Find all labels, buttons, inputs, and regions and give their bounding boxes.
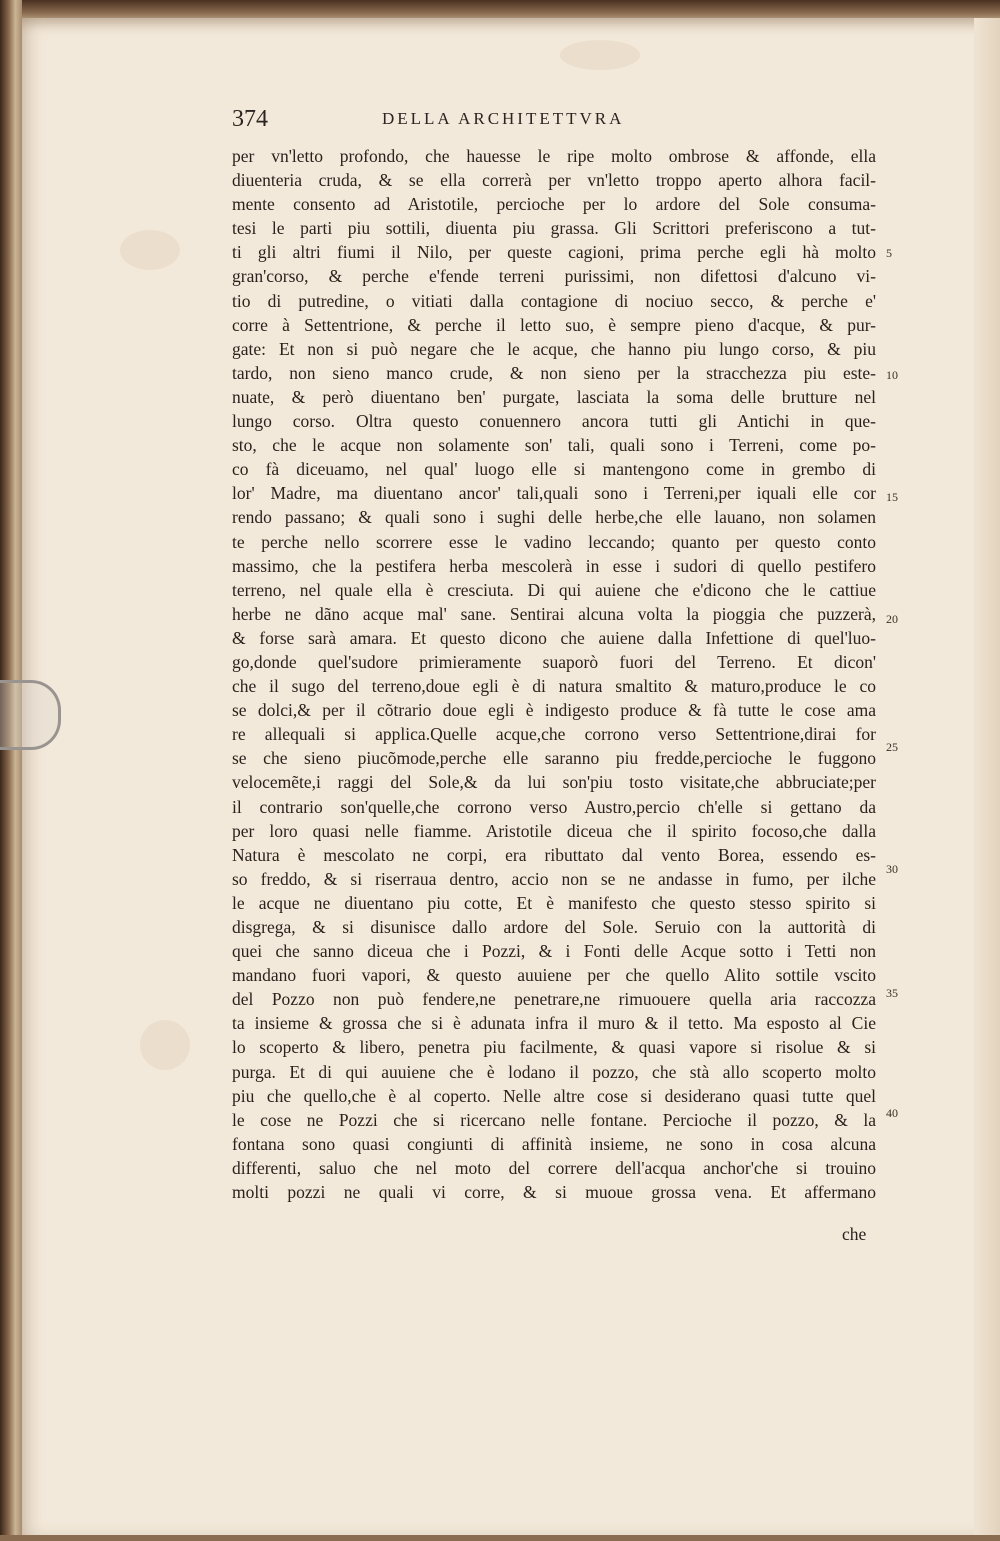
text-line: il contrario son'quelle,che corrono verso Austro,percio ch'elle si gettano da <box>232 796 876 817</box>
text-line: ta insieme & grossa che si è adunata infra il muro & il tetto. Ma esposto al Cie <box>232 1013 876 1034</box>
line-number-marker: 15 <box>886 490 898 504</box>
text-line: & forse sarà amara. Et questo dicono che auiene dalla Infettione di quel'luo- <box>232 627 876 648</box>
text-line: nuate, & però diuentano ben' purgate, lasciata la soma delle brutture nel <box>232 386 876 407</box>
text-line: corre à Settentrione, & perche il letto suo, è sempre pieno d'acque, & pur- <box>232 314 876 335</box>
text-line: diuenteria cruda, & se ella correrà per vn'letto troppo aperto alhora facil- <box>232 170 876 191</box>
running-title: DELLA ARCHITETTVRA <box>382 109 625 128</box>
text-line: se dolci,& per il cõtrario doue egli è indigesto produce & fà tutte le cose ama <box>232 700 876 721</box>
paper-stain <box>560 40 640 70</box>
text-line: disgrega, & si disunisce dallo ardore del Sole. Seruio con la auttorità di <box>232 917 876 937</box>
page-header <box>232 102 882 136</box>
text-line: per loro quasi nelle fiamme. Aristotile diceua che il spirito focoso,che dalla <box>232 820 876 841</box>
line-number-marker: 25 <box>886 740 898 754</box>
paper-stain <box>120 230 180 270</box>
text-line: tio di putredine, o vitiati dalla contagione di nociuo secco, & perche e' <box>232 290 876 311</box>
text-line: gate: Et non si può negare che le acque, che hanno piu lungo corso, & piu <box>232 338 876 359</box>
text-line: mente consento ad Aristotile, percioche per lo ardore del Sole consuma- <box>232 194 876 215</box>
body-text <box>232 144 876 1204</box>
text-line: molti pozzi ne quali vi corre, & si muoue grossa vena. Et affermano <box>232 1182 876 1203</box>
text-line: so freddo, & si riserraua dentro, accio non se ne andasse in fumo, per ilche <box>232 868 876 889</box>
text-line: le acque ne diuentano piu cotte, Et è manifesto che questo stesso spirito si <box>232 892 876 913</box>
book-bottom-edge <box>0 1535 1000 1541</box>
text-line: te perche nello scorrere esse le vadino leccando; quanto per questo conto <box>232 531 876 552</box>
text-line: gran'corso, & perche e'fende terreni purissimi, non difettosi d'alcuno vi- <box>232 266 876 287</box>
text-line: Natura è mescolato ne corpi, era ributtato dal vento Borea, essendo es- <box>232 844 876 865</box>
catchword: che <box>842 1224 867 1244</box>
text-line: piu che quello,che è al coperto. Nelle altre cose si desiderano quasi tutte quel <box>232 1085 876 1106</box>
text-line: mandano fuori vapori, & questo auuiene per che quello Alito sottile vscito <box>232 965 876 986</box>
text-line: quei che sanno diceua che i Pozzi, & i Fonti delle Acque sotto i Tetti non <box>232 941 876 962</box>
page-number: 374 <box>232 106 268 132</box>
text-line: massimo, che la pestifera herba mescolerà in esse i sudori di quello pestifero <box>232 555 876 576</box>
text-line: lungo corso. Oltra questo conuennero ancora tutti gli Antichi in que- <box>232 411 876 432</box>
text-line: che il sugo del terreno,doue egli è di natura smaltito & maturo,produce le co <box>232 676 876 697</box>
text-line: lor' Madre, ma diuentano ancor' tali,quali sono i Terreni,per iquali elle cor <box>232 483 876 504</box>
book-binding-edge <box>0 0 22 1541</box>
text-line: rendo passano; & quali sono i sughi delle herbe,che elle lauano, non solamen <box>232 507 876 528</box>
text-line: del Pozzo non può fendere,ne penetrare,ne rimuouere quella aria raccozza <box>232 989 876 1010</box>
text-line: le cose ne Pozzi che si ricercano nelle fontane. Percioche il pozzo, & la <box>232 1109 876 1130</box>
text-line: sto, che le acque non solamente son' tali, quali sono i Terreni, come po- <box>232 435 876 456</box>
text-line: per vn'letto profondo, che hauesse le ripe molto ombrose & affonde, ella <box>232 146 876 166</box>
text-line: lo scoperto & libero, penetra piu facilmente, & quasi vapore si risolue & si <box>232 1037 876 1058</box>
text-line: differenti, saluo che nel moto del correre dell'acqua anchor'che si trouino <box>232 1157 876 1178</box>
text-line: velocemẽte,i raggi del Sole,& da lui son'piu tosto visitate,che abbruciate;per <box>232 772 876 793</box>
paper-stain <box>140 1020 190 1070</box>
text-line: go,donde quel'sudore primieramente suaporò fuori del Terreno. Et dicon' <box>232 651 876 672</box>
text-line: ti gli altri fiumi il Nilo, per queste cagioni, prima perche egli hà molto <box>232 242 876 263</box>
text-line: co fà diceuamo, nel qual' luogo elle si mantengono come in grembo di <box>232 459 876 480</box>
text-line: se che sieno piucõmode,perche elle saranno piu fredde,percioche le fuggono <box>232 748 876 769</box>
line-number-marker: 40 <box>886 1106 898 1120</box>
line-number-marker: 5 <box>886 246 892 260</box>
line-number-marker: 20 <box>886 612 898 626</box>
text-line: re allequali si applica.Quelle acque,che corrono verso Settentrione,dirai for <box>232 724 876 745</box>
line-number-marker: 30 <box>886 862 898 876</box>
text-line: herbe ne dãno acque mal' sane. Sentirai alcuna volta la pioggia che puzzerà, <box>232 603 876 624</box>
text-line: fontana sono quasi congiunti di affinità insieme, ne sono in cosa alcuna <box>232 1133 876 1154</box>
line-number-marker: 10 <box>886 368 898 382</box>
line-number-marker: 35 <box>886 986 898 1000</box>
text-line: tesi le parti piu sottili, diuenta piu grassa. Gli Scrittori preferiscono a tut- <box>232 218 876 239</box>
text-line: tardo, non sieno manco crude, & non sieno per la stracchezza piu este- <box>232 362 876 383</box>
page-clip <box>0 680 61 750</box>
text-line: purga. Et di qui auuiene che è lodano il pozzo, che stà allo scoperto molto <box>232 1061 876 1082</box>
text-line: terreno, nel quale ella è cresciuta. Di qui auiene che e'dicono che le cattiue <box>232 579 876 600</box>
page-right-edge <box>974 18 1000 1541</box>
